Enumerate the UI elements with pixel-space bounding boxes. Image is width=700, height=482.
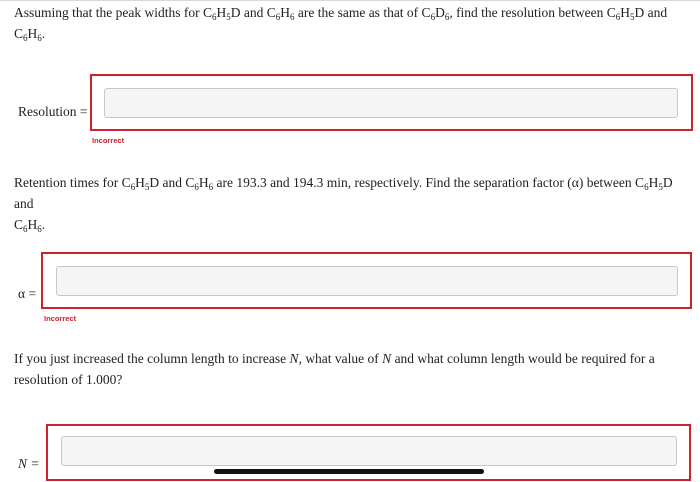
question-resolution: Assuming that the peak widths for $C_6H_5D$ and $C_6H_6$ are the same as that of $C_6D_6$, find the resolution between $C_6H_5D$ and $C_6H_6$. [14, 5, 668, 43]
top-divider [0, 0, 700, 1]
alpha-input[interactable] [56, 266, 678, 296]
n-label: N = [18, 456, 40, 471]
question-column-length: If you just increased the column length to increase N, what value of N and what column length would be required for a resolution of 1.000? [14, 351, 655, 387]
resolution-label: Resolution = [18, 104, 88, 119]
resolution-feedback: Incorrect [92, 136, 125, 145]
resolution-input[interactable] [104, 88, 678, 118]
question-separation-factor: Retention times for $C_6H_5D$ and $C_6H_6$ are 193.3 and 194.3 min, respectively. Find the separation factor (α) between $C_6H_5D$ and $C_6H_6$. [14, 175, 673, 234]
scroll-indicator[interactable] [214, 469, 484, 474]
alpha-feedback: Incorrect [44, 314, 77, 323]
alpha-label: α = [18, 286, 37, 301]
n-input[interactable] [61, 436, 677, 466]
